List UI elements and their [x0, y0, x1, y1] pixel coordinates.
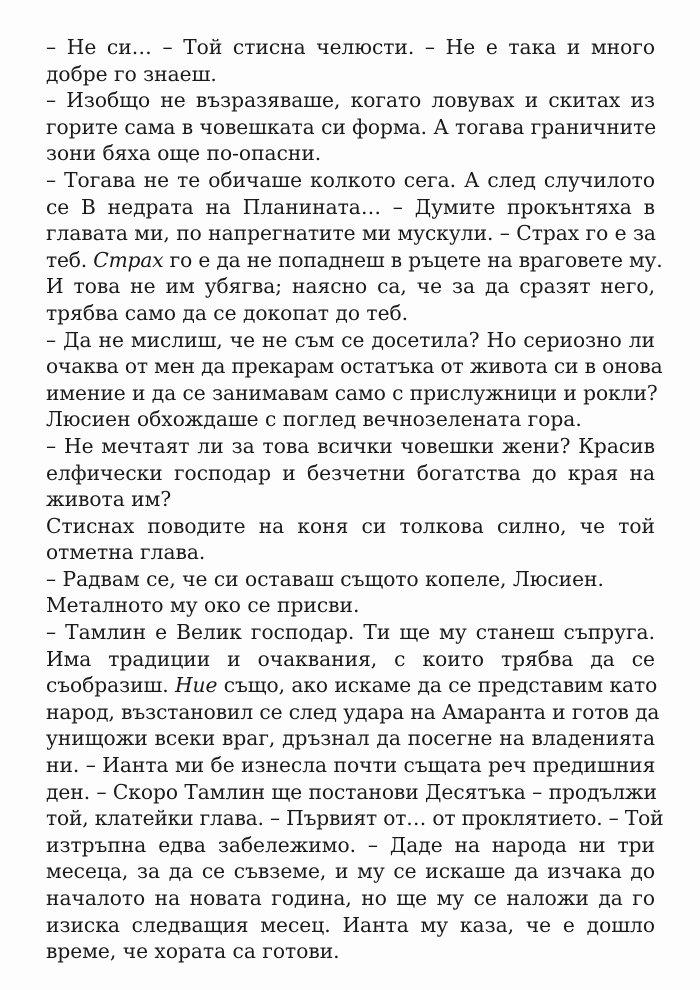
text-line: живота им? — [46, 487, 172, 512]
text-line: главата ми, по напрегнатите ми мускули. – Страх го е за — [46, 221, 656, 246]
italic-emphasis: Ние — [174, 673, 218, 698]
text-line: – Радвам се, че си оставаш същото копеле, Люсиен. — [46, 566, 604, 591]
text-line: изиска следващия месец. Ианта му каза, че е дошло — [46, 912, 655, 937]
paragraph — [46, 566, 655, 593]
page-text — [46, 34, 664, 965]
paragraph — [46, 34, 655, 87]
text-line: – Не си… – Той стисна челюсти. – Не е така и много — [46, 35, 655, 59]
text-line: ни. – Ианта ми бе изнесла почти същата реч предишния — [46, 753, 656, 778]
paragraph — [46, 167, 663, 327]
paragraph — [46, 619, 664, 965]
text-line: време, че хората са готови. — [46, 939, 340, 964]
text-line: унищожи всеки враг, дръзнал да посегне на владенията — [46, 726, 655, 751]
text-line: зони бяха още по-опасни. — [46, 141, 322, 166]
text-line: елфически господар и безчетни богатства до края на — [46, 460, 655, 485]
text-line: месеца, за да се съвземе, и му се искаше да изчака до — [46, 859, 655, 884]
text-line: народ, възстановил се след удара на Амаранта и готов да — [46, 699, 660, 724]
paragraph — [46, 513, 655, 566]
text-line: трябва само да се докопат до теб. — [46, 300, 409, 325]
text-line: теб. Страх го е да не попаднеш в ръцете на враговете му. — [46, 247, 663, 272]
text-line: ден. – Скоро Тамлин ще постанови Десятъка – продължи — [46, 779, 657, 804]
text-line: очаква от мен да прекарам остатъка от живота си в онова — [46, 354, 663, 379]
text-line: Има традиции и очаквания, с които трябва да се — [46, 646, 655, 671]
text-line: съобразиш. Ние също, ако искаме да се представим като — [46, 673, 658, 698]
italic-emphasis: Страх — [93, 247, 164, 272]
text-line: горите сама в човешката си форма. А тогава граничните — [46, 114, 657, 139]
text-line: Металното му око се присви. — [46, 593, 360, 618]
paragraph — [46, 406, 655, 433]
text-line: началото на новата година, но ще му се наложи да го — [46, 886, 655, 910]
text-line: – Да не мислиш, че не съм се досетила? Но сериозно ли — [46, 327, 655, 352]
text-line: изтръпна едва забележимо. – Даде на народа ни три — [46, 832, 655, 857]
text-line: Люсиен обхождаше с поглед вечнозелената гора. — [46, 407, 582, 432]
text-line: И това не им убягва; наясно са, че за да сразят него, — [46, 274, 655, 299]
text-line: отметна глава. — [46, 540, 206, 565]
paragraph — [46, 592, 655, 619]
paragraph — [46, 87, 655, 167]
text-line: имение и да се занимавам само с прислужници и рокли? — [46, 380, 658, 405]
text-line: добре го знаеш. — [46, 61, 217, 86]
text-line: – Тогава не те обичаше колкото сега. А след случилото — [46, 167, 655, 192]
paragraph — [46, 433, 655, 513]
text-line: – Тамлин е Велик господар. Ти ще му станеш съпруга. — [46, 620, 655, 645]
text-line: – Не мечтаят ли за това всички човешки жени? Красив — [46, 433, 655, 458]
text-line: – Изобщо не възразяваше, когато ловувах и скитах из — [46, 88, 655, 113]
paragraph — [46, 327, 663, 407]
text-line: той, клатейки глава. – Първият от… от проклятието. – Той — [46, 806, 664, 831]
text-line: се В недрата на Планината… – Думите прокънтяха в — [46, 194, 655, 219]
text-line: Стиснах поводите на коня си толкова силно, че той — [46, 513, 655, 538]
